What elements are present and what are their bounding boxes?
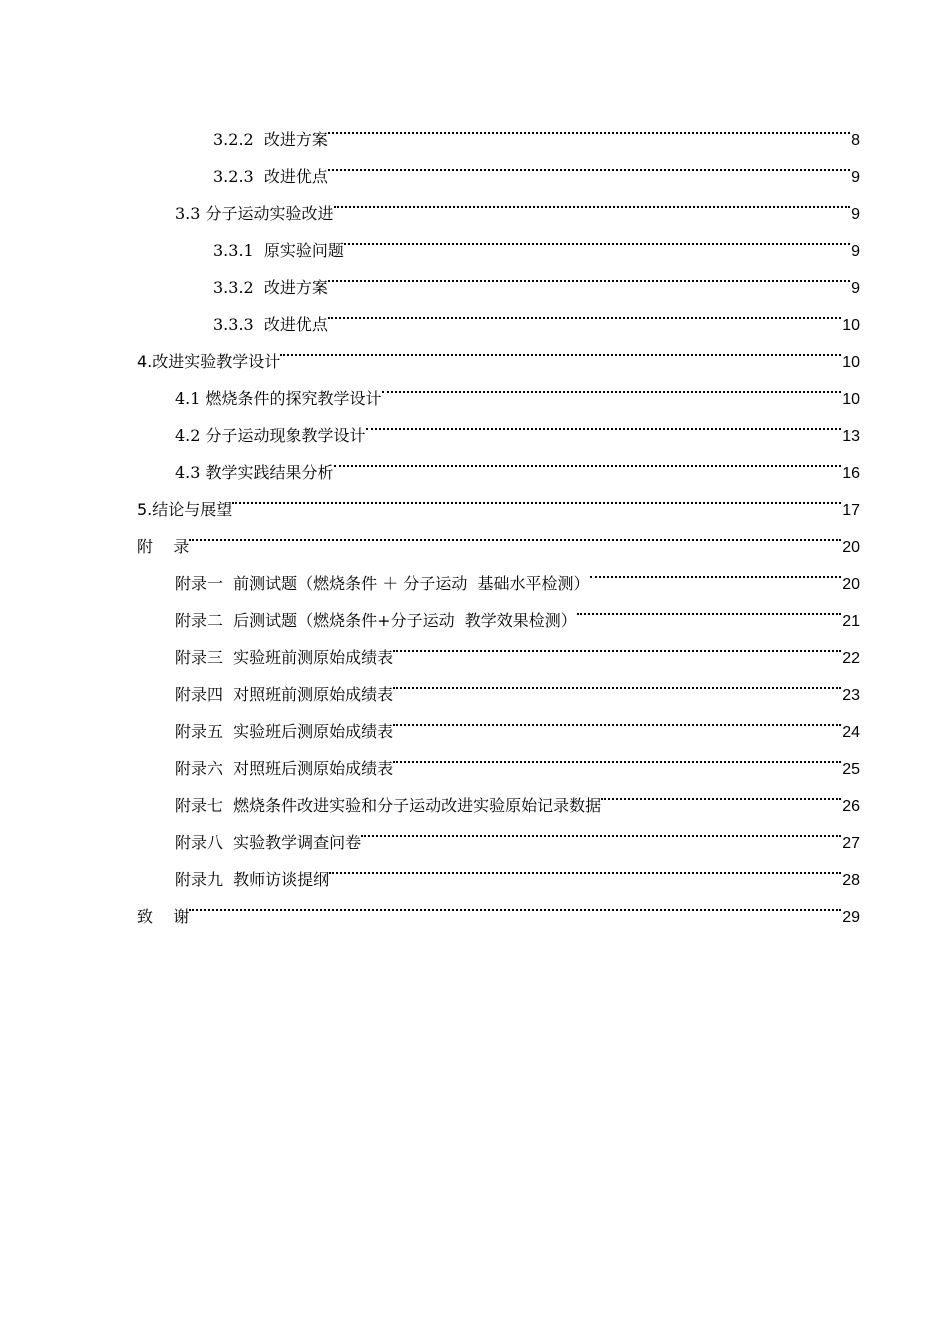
toc-page-number: 10 [842,354,860,371]
toc-entry[interactable] [137,515,860,556]
toc-dot-leader [590,552,843,589]
toc-entry[interactable] [137,552,860,593]
toc-entry-title: 附录五 实验班后测原始成绩表 [175,722,394,741]
toc-entry[interactable] [137,108,860,149]
toc-page-number: 9 [851,243,860,260]
toc-page-number: 23 [842,687,860,704]
toc-page-number: 20 [842,539,860,556]
toc-entry-title: 3.2.2 改进方案 [213,130,328,149]
toc-entry-title: 3.3.1 原实验问题 [213,241,344,260]
toc-page-number: 16 [842,465,860,482]
toc-entry-title: 3.3.2 改进方案 [213,278,328,297]
toc-entry-title: 附录三 实验班前测原始成绩表 [175,648,394,667]
toc-dot-leader [280,330,842,367]
toc-dot-leader [328,293,842,330]
toc-dot-leader [334,182,852,219]
toc-entry-title: 3.3 分子运动实验改进 [175,204,334,223]
toc-page-number: 10 [842,317,860,334]
toc-entry-title: 附录九 教师访谈提纲 [175,870,330,889]
toc-dot-leader [189,515,842,552]
toc-page-number: 17 [842,502,860,519]
toc-dot-leader [232,478,842,515]
toc-entry-title: 4.2 分子运动现象教学设计 [175,426,366,445]
table-of-contents [137,108,860,926]
toc-dot-leader [577,589,842,626]
toc-page-number: 27 [842,835,860,852]
toc-entry-title: 附录八 实验教学调查问卷 [175,833,362,852]
toc-dot-leader [366,404,843,441]
toc-dot-leader [189,885,842,922]
toc-dot-leader [334,441,843,478]
toc-dot-leader [393,626,842,663]
toc-page-number: 9 [851,206,860,223]
toc-page-number: 22 [842,650,860,667]
toc-page-number: 9 [851,280,860,297]
toc-entry-title: 附录四 对照班前测原始成绩表 [175,685,394,704]
toc-entry[interactable] [137,478,860,519]
toc-dot-leader [328,108,851,145]
toc-dot-leader [601,774,842,811]
toc-dot-leader [393,737,842,774]
toc-page-number: 13 [842,428,860,445]
toc-entry-title: 致 谢 [137,907,190,926]
toc-page-number: 10 [842,391,860,408]
toc-entry-title: 附 录 [137,537,190,556]
toc-entry[interactable] [137,885,860,926]
toc-page-number: 24 [842,724,860,741]
toc-entry-title: 附录六 对照班后测原始成绩表 [175,759,394,778]
toc-dot-leader [393,663,842,700]
toc-entry-title: 附录七 燃烧条件改进实验和分子运动改进实验原始记录数据 [175,796,602,815]
toc-page-number: 29 [842,909,860,926]
toc-entry-title: 附录二 后测试题（燃烧条件+分子运动 教学效果检测） [175,611,577,630]
toc-page-number: 20 [842,576,860,593]
toc-page-number: 28 [842,872,860,889]
toc-entry-title: 4.1 燃烧条件的探究教学设计 [175,389,382,408]
toc-entry-title: 4.3 教学实践结果分析 [175,463,334,482]
toc-dot-leader [329,848,842,885]
toc-entry-title: 附录一 前测试题（燃烧条件 ＋ 分子运动 基础水平检测） [175,574,590,593]
toc-page-number: 21 [842,613,860,630]
toc-page-number: 8 [851,132,860,149]
toc-dot-leader [344,219,851,256]
toc-dot-leader [393,700,842,737]
toc-entry-title: 4.改进实验教学设计 [137,352,281,371]
toc-entry-title: 3.3.3 改进优点 [213,315,328,334]
toc-dot-leader [328,145,851,182]
toc-dot-leader [361,811,842,848]
toc-entry-title: 5.结论与展望 [137,500,233,519]
toc-entry-title: 3.2.3 改进优点 [213,167,328,186]
toc-dot-leader [382,367,843,404]
toc-page-number: 25 [842,761,860,778]
toc-page-number: 9 [851,169,860,186]
toc-dot-leader [328,256,851,293]
toc-page-number: 26 [842,798,860,815]
